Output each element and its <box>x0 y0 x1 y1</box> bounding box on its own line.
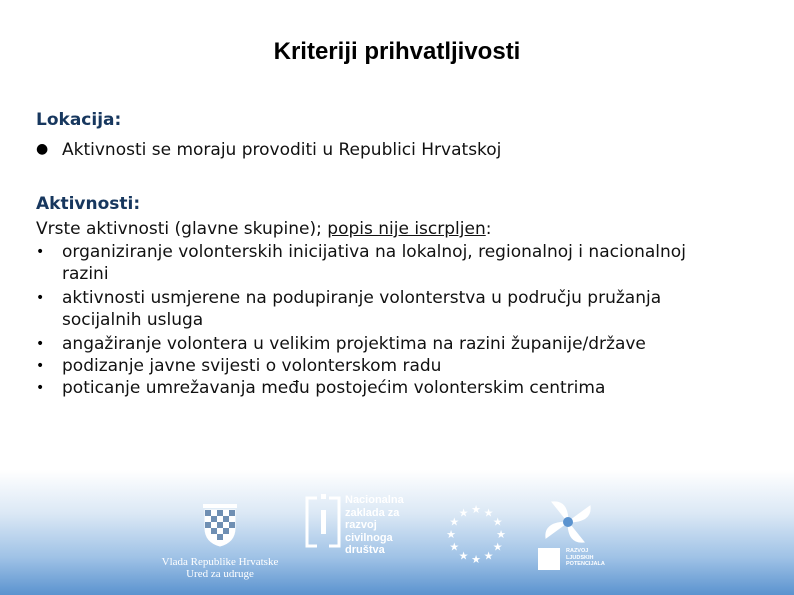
activity-item-1-cont: razini <box>62 264 109 284</box>
intro-text: Vrste aktivnosti (glavne skupine); <box>36 219 328 239</box>
eu-star-icon: ★ <box>458 506 469 520</box>
bullet-icon: • <box>36 358 45 374</box>
eu-star-icon: ★ <box>446 528 456 541</box>
eu-star-icon: ★ <box>483 549 494 563</box>
activity-item-1: organiziranje volonterskih inicijativa na lokalnoj, regionalnoj i nacionalnoj <box>62 242 686 262</box>
activity-item-3: angažiranje volontera u velikim projektima na razini županije/države <box>62 334 646 354</box>
location-item: Aktivnosti se moraju provoditi u Republici Hrvatskoj <box>62 140 502 160</box>
rlp-text: RAZVOJ LJUDSKIH POTENCIJALA <box>566 548 605 567</box>
activities-heading: Aktivnosti: <box>36 194 141 214</box>
government-logo-text: Vlada Republike Hrvatske Ured za udruge <box>161 556 279 580</box>
eu-star-icon: ★ <box>492 540 503 554</box>
eu-star-icon: ★ <box>449 540 460 554</box>
eu-flag-logo <box>442 502 510 566</box>
intro-underlined: popis nije iscrpljen <box>327 219 486 239</box>
pinwheel-icon <box>538 494 598 549</box>
eu-stars-icon <box>442 502 510 566</box>
bracket-logo-icon <box>303 492 343 552</box>
intro-colon: : <box>485 219 492 239</box>
bullet-icon: ● <box>36 141 49 157</box>
location-heading: Lokacija: <box>36 110 122 130</box>
eu-star-icon: ★ <box>449 515 460 529</box>
bullet-icon: • <box>36 244 45 260</box>
bullet-icon: • <box>36 290 45 306</box>
slide-title: Kriteriji prihvatljivosti <box>273 38 521 65</box>
rlp-mark-icon <box>538 548 560 570</box>
nacionalna-zaklada-text: Nacionalna zaklada za razvoj civilnoga društva <box>345 494 404 556</box>
activities-intro <box>36 218 491 240</box>
bullet-icon: • <box>36 336 45 352</box>
croatian-coat-of-arms-icon <box>155 498 285 548</box>
eu-star-icon: ★ <box>496 528 506 541</box>
activity-item-4: podizanje javne svijesti o volonterskom radu <box>62 356 442 376</box>
eu-star-icon: ★ <box>458 549 469 563</box>
eu-star-icon: ★ <box>471 553 481 566</box>
nacionalna-zaklada-logo <box>303 492 423 587</box>
activity-item-2: aktivnosti usmjerene na podupiranje volonterstva u području pružanja <box>62 288 662 308</box>
footer-band <box>0 470 794 595</box>
bullet-icon: • <box>36 380 45 396</box>
government-logo <box>155 498 285 578</box>
rlp-logo <box>538 494 618 574</box>
activity-item-2-cont: socijalnih usluga <box>62 310 204 330</box>
eu-star-icon: ★ <box>492 515 503 529</box>
activity-item-5: poticanje umrežavanja među postojećim volonterskim centrima <box>62 378 606 398</box>
eu-star-icon: ★ <box>471 503 481 516</box>
eu-star-icon: ★ <box>483 506 494 520</box>
